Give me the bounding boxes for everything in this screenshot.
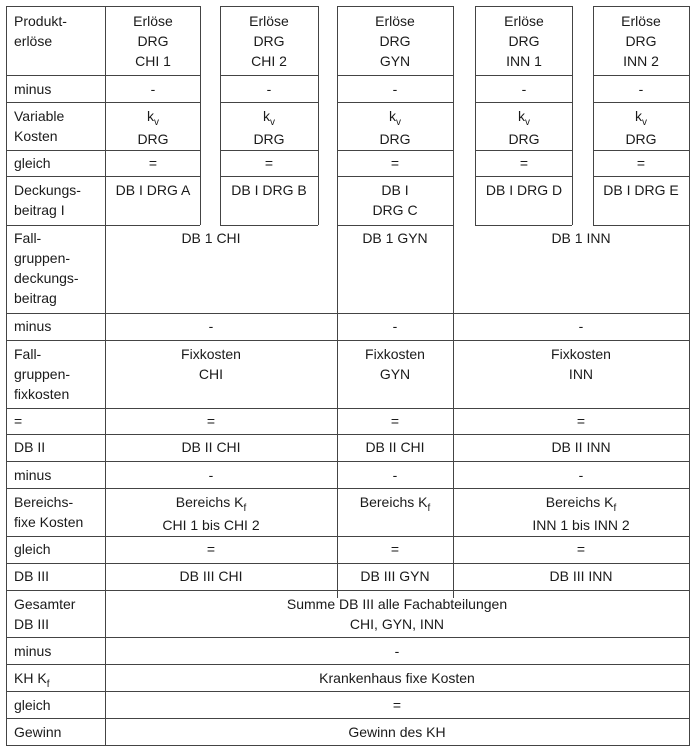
cell-kv-drg: $k_v$ DRG bbox=[625, 108, 657, 147]
cell-erloese-drg-gyn: Erlöse DRG GYN bbox=[375, 13, 415, 69]
cell-db2-chi: DB II CHI bbox=[181, 439, 241, 455]
cell-equals: = bbox=[576, 413, 586, 429]
cell-db3-inn: DB III INN bbox=[549, 568, 613, 584]
cell-minus: - bbox=[392, 318, 398, 334]
cell-minus: - bbox=[521, 81, 527, 97]
cell-minus: - bbox=[638, 81, 644, 97]
cell-db1-chi: DB 1 CHI bbox=[181, 230, 241, 246]
cell-minus: - bbox=[208, 318, 214, 334]
cell-db2-gyn: DB II CHI bbox=[365, 439, 425, 455]
cell-db1-inn: DB 1 INN bbox=[551, 230, 611, 246]
label-kh-kf: KH $K_f$ bbox=[14, 670, 50, 690]
cell-erloese-drg-inn1: Erlöse DRG INN 1 bbox=[504, 13, 544, 69]
cell-db1-gyn: DB 1 GYN bbox=[362, 230, 428, 246]
cell-kv-drg: $k_v$ DRG bbox=[379, 108, 411, 147]
label-fallgruppen-fixkosten: Fall- gruppen- fixkosten bbox=[14, 346, 71, 402]
cell-kv-drg: $k_v$ DRG bbox=[137, 108, 169, 147]
cell-gewinn-des-kh: Gewinn des KH bbox=[348, 724, 446, 740]
label-db2: DB II bbox=[14, 439, 46, 455]
label-minus: minus bbox=[14, 643, 52, 659]
cell-equals: = bbox=[390, 413, 400, 429]
cell-minus: - bbox=[394, 643, 400, 659]
cell-equals: = bbox=[576, 541, 586, 557]
cell-kv-drg: $k_v$ DRG bbox=[253, 108, 285, 147]
cell-db2-inn: DB II INN bbox=[551, 439, 611, 455]
label-bereichsfixe-kosten: Bereichs- fixe Kosten bbox=[14, 494, 84, 530]
label-equals: = bbox=[14, 413, 23, 429]
cell-bereichs-kf-inn: Bereichs $K_f$ INN 1 bis INN 2 bbox=[532, 494, 630, 533]
cell-erloese-drg-chi1: Erlöse DRG CHI 1 bbox=[133, 13, 173, 69]
cell-fixkosten-inn: Fixkosten INN bbox=[551, 346, 611, 382]
label-gewinn: Gewinn bbox=[14, 724, 62, 740]
cell-fixkosten-gyn: Fixkosten GYN bbox=[365, 346, 425, 382]
cell-db1-drg-e: DB I DRG E bbox=[603, 182, 679, 198]
cell-bereichs-kf-chi: Bereichs $K_f$ CHI 1 bis CHI 2 bbox=[162, 494, 260, 533]
cell-equals: = bbox=[148, 155, 158, 171]
label-gleich: gleich bbox=[14, 541, 51, 557]
cell-minus: - bbox=[578, 467, 584, 483]
cell-bereichs-kf-gyn: Bereichs $K_f$ bbox=[359, 494, 431, 514]
label-gleich: gleich bbox=[14, 697, 51, 713]
cell-minus: - bbox=[392, 467, 398, 483]
label-minus: minus bbox=[14, 467, 52, 483]
cell-krankenhaus-fixe-kosten: Krankenhaus fixe Kosten bbox=[319, 670, 475, 686]
cell-db3-gyn: DB III GYN bbox=[360, 568, 430, 584]
cell-erloese-drg-chi2: Erlöse DRG CHI 2 bbox=[249, 13, 289, 69]
cell-db3-chi: DB III CHI bbox=[179, 568, 243, 584]
cell-equals: = bbox=[636, 155, 646, 171]
label-fallgruppen-db: Fall- gruppen- deckungs- beitrag bbox=[14, 230, 79, 306]
cell-equals: = bbox=[206, 541, 216, 557]
cell-minus: - bbox=[150, 81, 156, 97]
label-gleich: gleich bbox=[14, 155, 51, 171]
cell-minus: - bbox=[208, 467, 214, 483]
cell-equals: = bbox=[392, 697, 402, 713]
cell-db1-drg-c: DB I DRG C bbox=[372, 182, 418, 218]
cell-minus: - bbox=[578, 318, 584, 334]
cell-equals: = bbox=[264, 155, 274, 171]
cell-equals: = bbox=[519, 155, 529, 171]
cell-summe-db3: Summe DB III alle Fachabteilungen CHI, GYN, INN bbox=[286, 596, 508, 632]
cell-minus: - bbox=[392, 81, 398, 97]
label-minus: minus bbox=[14, 81, 52, 97]
cell-erloese-drg-inn2: Erlöse DRG INN 2 bbox=[621, 13, 661, 69]
label-variable-kosten: Variable Kosten bbox=[14, 108, 65, 144]
label-minus: minus bbox=[14, 318, 52, 334]
label-db3: DB III bbox=[14, 568, 50, 584]
cell-db1-drg-a: DB I DRG A bbox=[115, 182, 191, 198]
label-produkterloese: Produkt- erlöse bbox=[14, 13, 67, 49]
cell-equals: = bbox=[390, 155, 400, 171]
cell-equals: = bbox=[206, 413, 216, 429]
cell-equals: = bbox=[390, 541, 400, 557]
cell-db1-drg-b: DB I DRG B bbox=[231, 182, 307, 198]
label-gesamter-db3: Gesamter DB III bbox=[14, 596, 76, 632]
label-deckungsbeitrag: Deckungs- beitrag I bbox=[14, 182, 81, 218]
cell-fixkosten-chi: Fixkosten CHI bbox=[181, 346, 241, 382]
cell-minus: - bbox=[266, 81, 272, 97]
cell-kv-drg: $k_v$ DRG bbox=[508, 108, 540, 147]
cell-db1-drg-d: DB I DRG D bbox=[485, 182, 563, 198]
